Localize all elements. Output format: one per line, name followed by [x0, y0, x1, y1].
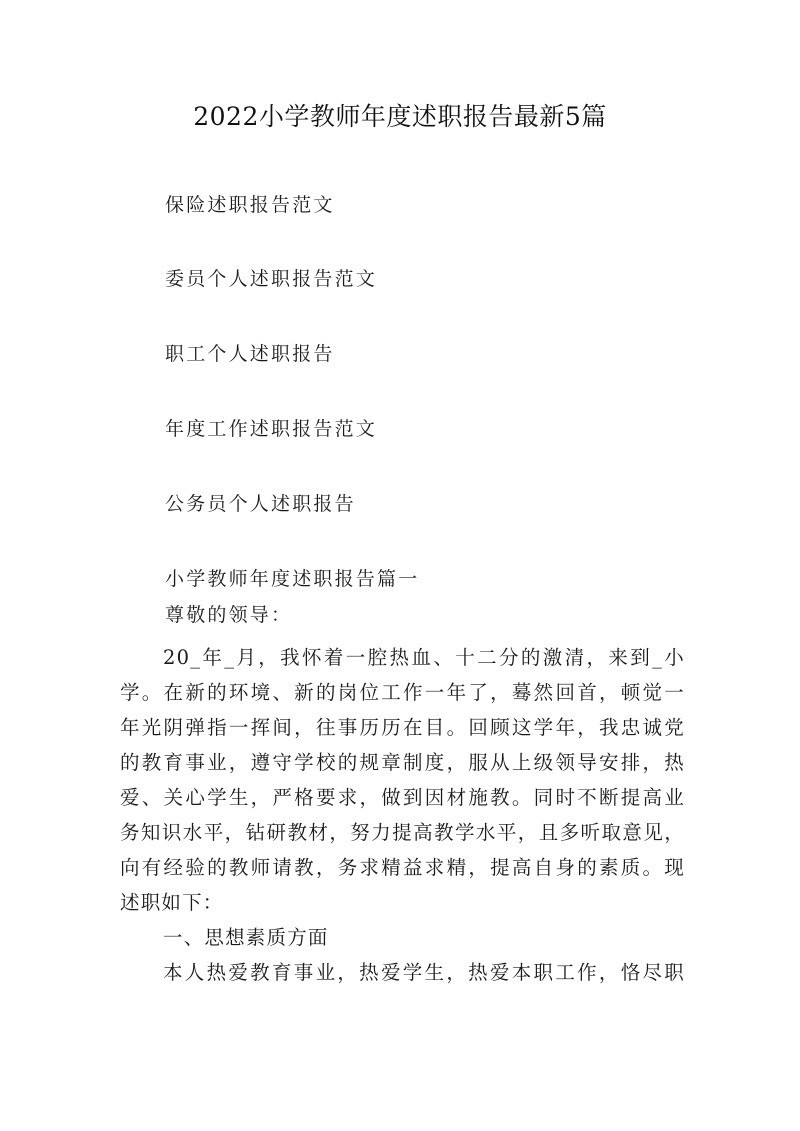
- paragraph-line: 的教育事业，遵守学校的规章制度，服从上级领导安排，热: [120, 751, 685, 774]
- toc-item: 年度工作述职报告范文: [165, 418, 378, 440]
- body-paragraph: [120, 640, 685, 990]
- toc-item: 委员个人述职报告范文: [165, 268, 378, 290]
- greeting: 尊敬的领导：: [165, 604, 293, 626]
- paragraph-line: 年光阴弹指一挥间，往事历历在目。回顾这学年，我忠诚党: [120, 716, 685, 739]
- paragraph-line: 本人热爱教育事业，热爱学生，热爱本职工作，恪尽职: [163, 961, 685, 984]
- paragraph-line: 爱、关心学生，严格要求，做到因材施教。同时不断提高业: [120, 786, 685, 809]
- toc-item: 职工个人述职报告: [165, 343, 335, 365]
- paragraph-line: 述职如下：: [120, 891, 224, 914]
- toc-item: 保险述职报告范文: [165, 194, 335, 216]
- paragraph-line: 务知识水平，钻研教材，努力提高教学水平，且多听取意见，: [120, 821, 685, 844]
- document-title: 2022小学教师年度述职报告最新5篇: [193, 102, 607, 131]
- section-heading: 小学教师年度述职报告篇一: [165, 568, 420, 590]
- paragraph-line: 向有经验的教师请教，务求精益求精，提高自身的素质。现: [120, 856, 685, 879]
- paragraph-line: 学。在新的环境、新的岗位工作一年了，蓦然回首，顿觉一: [120, 681, 685, 704]
- paragraph-line: 20_年_月，我怀着一腔热血、十二分的激清，来到_小: [163, 646, 685, 669]
- subheading: 一、思想素质方面: [163, 926, 329, 949]
- toc-item: 公务员个人述职报告: [165, 493, 356, 515]
